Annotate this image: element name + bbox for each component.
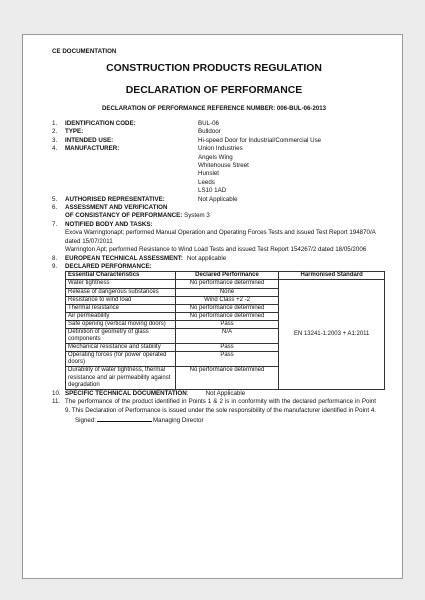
- table-row: Definition of geometry of glass components N/A: [66, 328, 385, 343]
- item-declared-performance: 9. DECLARED PERFORMANCE:: [52, 262, 152, 270]
- declared-performance-table: [65, 271, 385, 389]
- item-notified-body: 7. NOTIFIED BODY AND TASKS:: [52, 220, 153, 228]
- document-subtitle: DECLARATION OF PERFORMANCE: [125, 85, 303, 96]
- item-type: 2. TYPE: Bulldoor: [52, 128, 221, 136]
- reference-number: DECLARATION OF PERFORMANCE REFERENCE NUMBER: 006-BUL-06-2013: [101, 105, 327, 112]
- table-row: Durability of water tightness, thermal resistance and air permeability against degradation No performance determined: [66, 367, 385, 389]
- table-row: Release of dangerous substances None: [66, 288, 385, 296]
- table-row: Air permeability No performance determined: [66, 312, 385, 320]
- item-identification-code: 1. IDENTIFICATION CODE: BUL-06: [52, 120, 219, 127]
- table-header: Essential Characteristics: [66, 272, 176, 280]
- signature-line: [97, 415, 152, 422]
- manufacturer-address: Angels Wing Whitehouse Street Hunslet Leeds LS10 1AD: [198, 153, 249, 195]
- item-conformity-statement: 11. The performance of the product identified in Points 1 & 2 is in conformity with the declared performance in Point 9. This Declaration of Performance is issued under the sole responsibility of the manufacturer identified in Point 4. Signed: Managing Director: [52, 398, 376, 424]
- table-row: Resistance to wind load Wind Class +2 -2: [66, 296, 385, 304]
- table-row: Operating forces (for power operated doors) Pass: [66, 352, 385, 367]
- table-row: Water tightness No performance determined EN 13241-1:2003 + A1:2011: [66, 280, 385, 288]
- item-intended-use: 3. INTENDED USE: Hi-speed Door for Industrial/Commercial Use: [52, 136, 322, 144]
- table-row: Mechanical resistance and stability Pass: [66, 344, 385, 352]
- harmonised-standard-cell: EN 13241-1:2003 + A1:2011: [279, 280, 385, 389]
- notified-body-text-2: Warrington Apt; performed Resistance to Wind Load Tests and issued Test Report 154267/2 dated 18/05/2006: [65, 246, 367, 254]
- item-specific-technical-documentation: 10. SPECIFIC TECHNICAL DOCUMENTATION : Not Applicable: [52, 389, 246, 397]
- assessment-system: OF CONSISTANCY OF PERFORMANCE: System 3: [65, 212, 210, 220]
- item-european-technical-assessment: 8. EUROPEAN TECHNICAL ASSESSMENT: Not applicable: [52, 254, 227, 262]
- item-assessment: 6. ASSESSMENT AND VERIFICATION: [52, 204, 168, 212]
- table-header: Harmonised Standard: [279, 272, 385, 280]
- table-row: Thermal resistance No performance determined: [66, 304, 385, 312]
- notified-body-text-1: Exova Warringtonapt; performed Manual Operation and Operating Forces Tests and issued Test Report 194870/A dated 15/07/2011: [65, 229, 376, 245]
- table-row: Safe opening (vertical moving doors) Pass: [66, 320, 385, 328]
- document-title: CONSTRUCTION PRODUCTS REGULATION: [106, 63, 322, 74]
- item-manufacturer: 4. MANUFACTURER: Union Industries: [52, 145, 243, 153]
- document-page: [22, 34, 403, 579]
- ce-label: CE DOCUMENTATION: [52, 48, 117, 55]
- item-authorised-representative: 5. AUTHORISED REPRESENTATIVE: Not Applicable: [52, 195, 238, 203]
- table-header: Declared Performance: [175, 272, 279, 280]
- table-header-row: [66, 272, 385, 280]
